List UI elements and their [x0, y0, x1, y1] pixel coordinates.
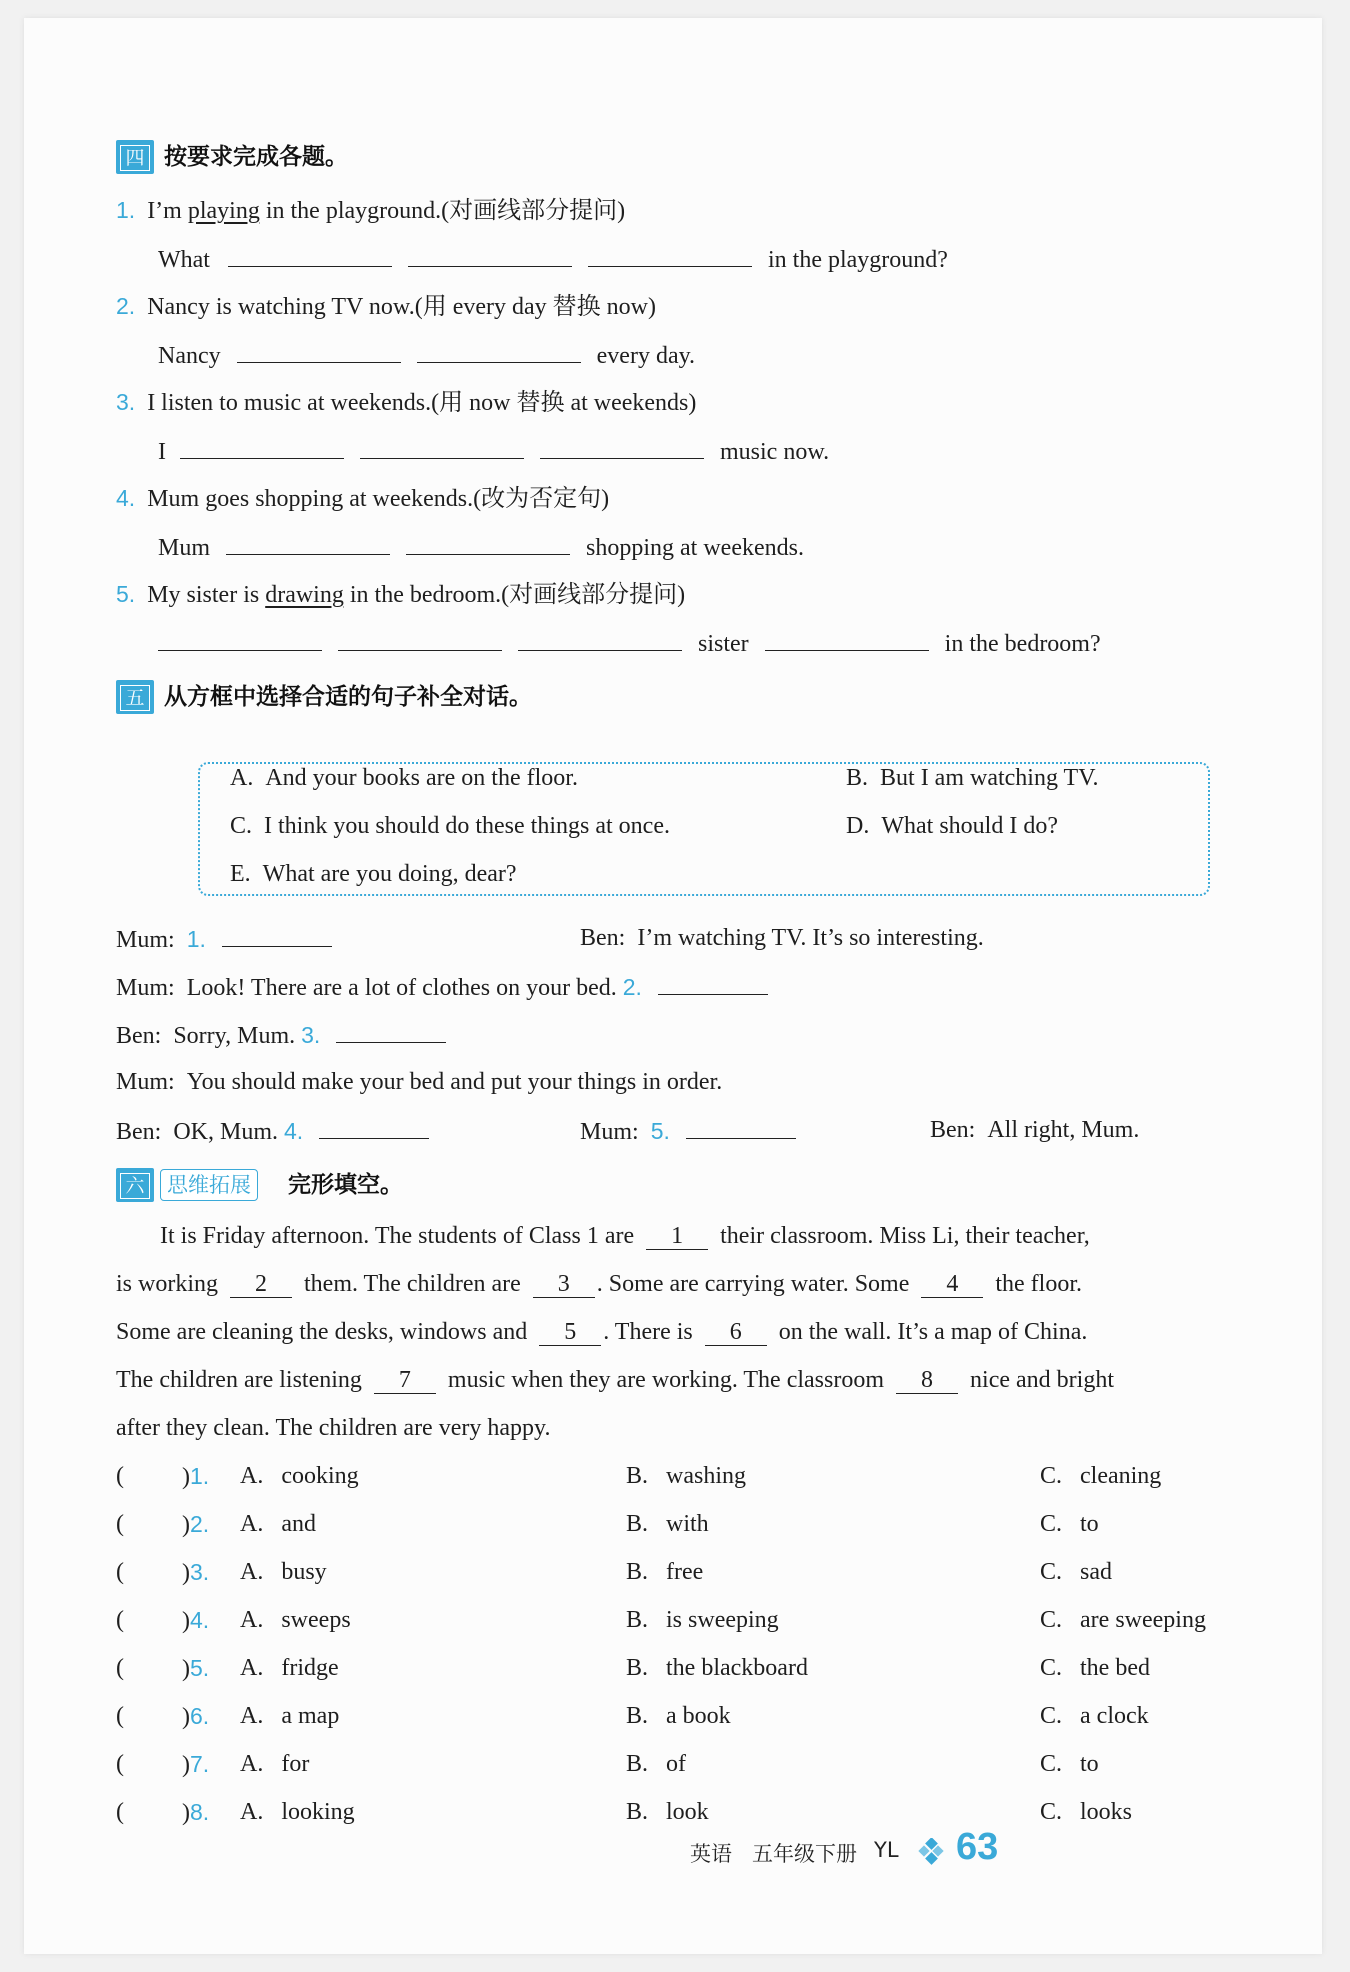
question-number: )4.	[182, 1607, 210, 1634]
choice-b[interactable]: B. free	[626, 1559, 704, 1585]
section-6-badge: 六	[116, 1168, 154, 1202]
blank-input[interactable]	[228, 242, 392, 267]
passage-line-1: It is Friday afternoon. The students of Class 1 are 1 their classroom. Miss Li, their teacher,	[160, 1223, 1090, 1249]
blank-input[interactable]	[237, 338, 401, 363]
footer-grade: 五年级下册	[752, 1842, 857, 1866]
blank-input[interactable]	[222, 922, 332, 947]
dialog-line-1-ben: Ben: I’m watching TV. It’s so interesting.	[580, 925, 984, 951]
blank-input[interactable]	[518, 626, 682, 651]
passage-line-4: The children are listening 7 music when they are working. The classroom 8 nice and bright	[116, 1367, 1114, 1393]
blank-input[interactable]	[158, 626, 322, 651]
choice-b[interactable]: B. a book	[626, 1703, 731, 1729]
answer-bracket-open[interactable]: (	[116, 1751, 124, 1777]
question-number: )2.	[182, 1511, 210, 1538]
blank-4[interactable]: 4	[921, 1271, 983, 1298]
choice-c[interactable]: C. a clock	[1040, 1703, 1149, 1729]
worksheet-page	[24, 18, 1322, 1954]
question-number: )1.	[182, 1463, 210, 1490]
question-5: 5. My sister is drawing in the bedroom.(对画线部分提问)	[116, 581, 686, 608]
blank-input[interactable]	[319, 1114, 429, 1139]
blank-input[interactable]	[686, 1114, 796, 1139]
thinking-expansion-tag: 思维拓展	[160, 1169, 258, 1201]
option-c: C. I think you should do these things at once.	[230, 813, 670, 839]
passage-line-2: is working 2 them. The children are 3 . Some are carrying water. Some 4 the floor.	[116, 1271, 1083, 1297]
blank-input[interactable]	[338, 626, 502, 651]
option-b: B. But I am watching TV.	[846, 765, 1099, 791]
footer-edition: YL	[874, 1838, 899, 1862]
section-4-title: 按要求完成各题。	[164, 144, 348, 170]
blank-input[interactable]	[540, 434, 704, 459]
answer-line-2: Nancy every day.	[158, 338, 695, 372]
choice-a[interactable]: A. for	[240, 1751, 310, 1777]
option-a: A. And your books are on the floor.	[230, 765, 578, 791]
dialog-line-1: Mum: 1.	[116, 922, 332, 956]
answer-bracket-open[interactable]: (	[116, 1655, 124, 1681]
question-2: 2. Nancy is watching TV now.(用 every day 替换 now)	[116, 293, 656, 320]
blank-6[interactable]: 6	[705, 1319, 767, 1346]
blank-input[interactable]	[406, 530, 570, 555]
dialog-line-2: Mum: Look! There are a lot of clothes on your bed. 2.	[116, 970, 768, 1004]
answer-line-1: What in the playground?	[158, 242, 948, 276]
section-6-title: 完形填空。	[288, 1172, 403, 1198]
dialog-line-5: Ben: OK, Mum. 4.	[116, 1114, 429, 1148]
question-number: )3.	[182, 1559, 210, 1586]
passage-line-5: after they clean. The children are very happy.	[116, 1415, 551, 1441]
choice-c[interactable]: C. to	[1040, 1511, 1099, 1537]
choice-b[interactable]: B. look	[626, 1799, 709, 1825]
blank-input[interactable]	[180, 434, 344, 459]
section-5-badge: 五	[116, 680, 154, 714]
choice-c[interactable]: C. looks	[1040, 1799, 1133, 1825]
blank-8[interactable]: 8	[896, 1367, 958, 1394]
choice-b[interactable]: B. of	[626, 1751, 687, 1777]
blank-input[interactable]	[226, 530, 390, 555]
question-number: )7.	[182, 1751, 210, 1778]
answer-bracket-open[interactable]: (	[116, 1607, 124, 1633]
question-number: )8.	[182, 1799, 210, 1826]
choice-a[interactable]: A. and	[240, 1511, 316, 1537]
blank-7[interactable]: 7	[374, 1367, 436, 1394]
choice-a[interactable]: A. looking	[240, 1799, 355, 1825]
question-4: 4. Mum goes shopping at weekends.(改为否定句)	[116, 485, 610, 512]
choice-b[interactable]: B. washing	[626, 1463, 747, 1489]
dialog-line-3: Ben: Sorry, Mum. 3.	[116, 1018, 446, 1052]
blank-1[interactable]: 1	[646, 1223, 708, 1250]
dialog-line-5-ben: Ben: All right, Mum.	[930, 1117, 1140, 1143]
choice-c[interactable]: C. sad	[1040, 1559, 1113, 1585]
option-e: E. What are you doing, dear?	[230, 861, 517, 887]
choice-b[interactable]: B. the blackboard	[626, 1655, 808, 1681]
choice-a[interactable]: A. busy	[240, 1559, 327, 1585]
choice-b[interactable]: B. is sweeping	[626, 1607, 779, 1633]
choice-a[interactable]: A. fridge	[240, 1655, 339, 1681]
blank-input[interactable]	[765, 626, 929, 651]
answer-bracket-open[interactable]: (	[116, 1799, 124, 1825]
question-number: )6.	[182, 1703, 210, 1730]
answer-line-3: I music now.	[158, 434, 829, 468]
answer-line-4: Mum shopping at weekends.	[158, 530, 804, 564]
footer-subject: 英语	[690, 1842, 732, 1866]
answer-bracket-open[interactable]: (	[116, 1703, 124, 1729]
dialog-line-4: Mum: You should make your bed and put your things in order.	[116, 1069, 723, 1095]
page-number: 63	[956, 1826, 999, 1868]
passage-line-3: Some are cleaning the desks, windows and 5 . There is 6 on the wall. It’s a map of China.	[116, 1319, 1088, 1345]
choice-a[interactable]: A. a map	[240, 1703, 340, 1729]
option-d: D. What should I do?	[846, 813, 1058, 839]
answer-bracket-open[interactable]: (	[116, 1463, 124, 1489]
choice-c[interactable]: C. are sweeping	[1040, 1607, 1206, 1633]
dialog-line-5-mum: Mum: 5.	[580, 1114, 796, 1148]
blank-5[interactable]: 5	[539, 1319, 601, 1346]
choice-c[interactable]: C. the bed	[1040, 1655, 1150, 1681]
choice-a[interactable]: A. sweeps	[240, 1607, 351, 1633]
answer-bracket-open[interactable]: (	[116, 1559, 124, 1585]
blank-input[interactable]	[588, 242, 752, 267]
question-number: )5.	[182, 1655, 210, 1682]
choice-b[interactable]: B. with	[626, 1511, 709, 1537]
choice-c[interactable]: C. to	[1040, 1751, 1099, 1777]
question-3: 3. I listen to music at weekends.(用 now 替换 at weekends)	[116, 389, 697, 416]
choice-a[interactable]: A. cooking	[240, 1463, 359, 1489]
blank-input[interactable]	[658, 970, 768, 995]
blank-input[interactable]	[408, 242, 572, 267]
section-4-badge: 四	[116, 140, 154, 174]
answer-line-5: sister in the bedroom?	[158, 626, 1101, 660]
blank-3[interactable]: 3	[533, 1271, 595, 1298]
blank-input[interactable]	[360, 434, 524, 459]
question-1: 1. I’m playing in the playground.(对画线部分提问)	[116, 197, 626, 224]
diamond-icon	[918, 1838, 946, 1866]
blank-input[interactable]	[417, 338, 581, 363]
blank-2[interactable]: 2	[230, 1271, 292, 1298]
section-5-title: 从方框中选择合适的句子补全对话。	[164, 684, 532, 710]
choice-c[interactable]: C. cleaning	[1040, 1463, 1162, 1489]
answer-bracket-open[interactable]: (	[116, 1511, 124, 1537]
blank-input[interactable]	[336, 1018, 446, 1043]
